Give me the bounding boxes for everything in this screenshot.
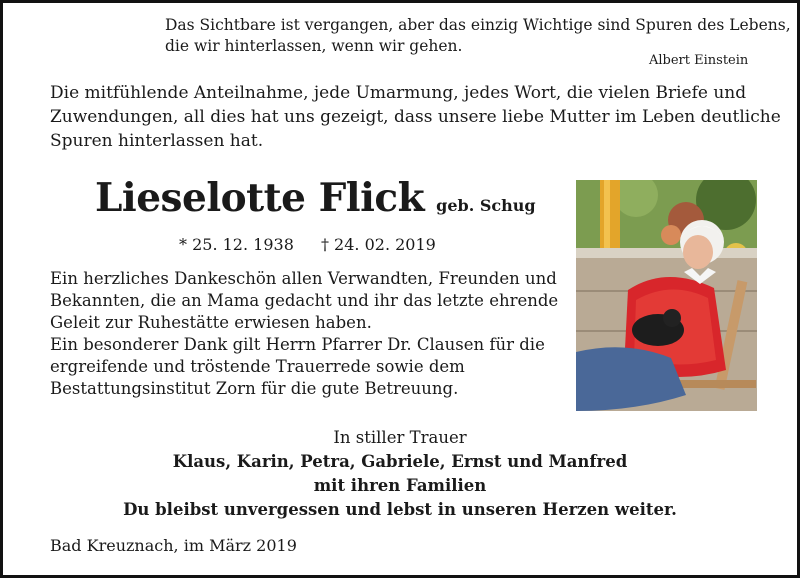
thanks-paragraph (50, 268, 570, 400)
family-names: Klaus, Karin, Petra, Gabriele, Ernst und Manfred (172, 452, 628, 471)
intro-paragraph (50, 81, 781, 153)
quote-line-2: die wir hinterlassen, wenn wir gehen. (165, 37, 463, 55)
birth-name: geb. Schug (436, 196, 536, 215)
intro-line-2: Zuwendungen, all dies hat uns gezeigt, dass unsere liebe Mutter im Leben deutliche (50, 107, 781, 127)
thanks-line-3: Geleit zur Ruhestätte erwiesen haben. (50, 313, 372, 332)
thanks-line-6: Bestattungsinstitut Zorn für die gute Betreuung. (50, 379, 459, 398)
thanks-line-2: Bekannten, die an Mama gedacht und ihr das letzte ehrende (50, 291, 559, 310)
intro-line-3: Spuren hinterlassen hat. (50, 131, 264, 151)
birth-date: * 25. 12. 1938 (179, 235, 294, 254)
quote (165, 15, 791, 57)
portrait-photo (576, 180, 757, 411)
death-date: † 24. 02. 2019 (320, 235, 436, 254)
families-line: mit ihren Familien (313, 476, 487, 495)
place-and-date: Bad Kreuznach, im März 2019 (50, 536, 297, 555)
quote-line-1: Das Sichtbare ist vergangen, aber das einzig Wichtige sind Spuren des Lebens, (165, 16, 791, 34)
mourning-line: In stiller Trauer (333, 428, 467, 447)
thanks-line-1: Ein herzliches Dankeschön allen Verwandten, Freunden und (50, 269, 557, 288)
closing-section (3, 426, 797, 522)
farewell-line: Du bleibst unvergessen und lebst in unseren Herzen weiter. (123, 500, 677, 519)
deceased-name: Lieselotte Flick (95, 175, 425, 221)
thanks-line-5: ergreifende und tröstende Trauerrede sowie dem (50, 357, 465, 376)
deceased-name-row (95, 175, 536, 221)
intro-line-1: Die mitfühlende Anteilnahme, jede Umarmung, jedes Wort, die vielen Briefe und (50, 83, 747, 103)
life-dates (179, 235, 436, 254)
quote-author: Albert Einstein (649, 53, 749, 68)
thanks-line-4: Ein besonderer Dank gilt Herrn Pfarrer Dr. Clausen für die (50, 335, 545, 354)
